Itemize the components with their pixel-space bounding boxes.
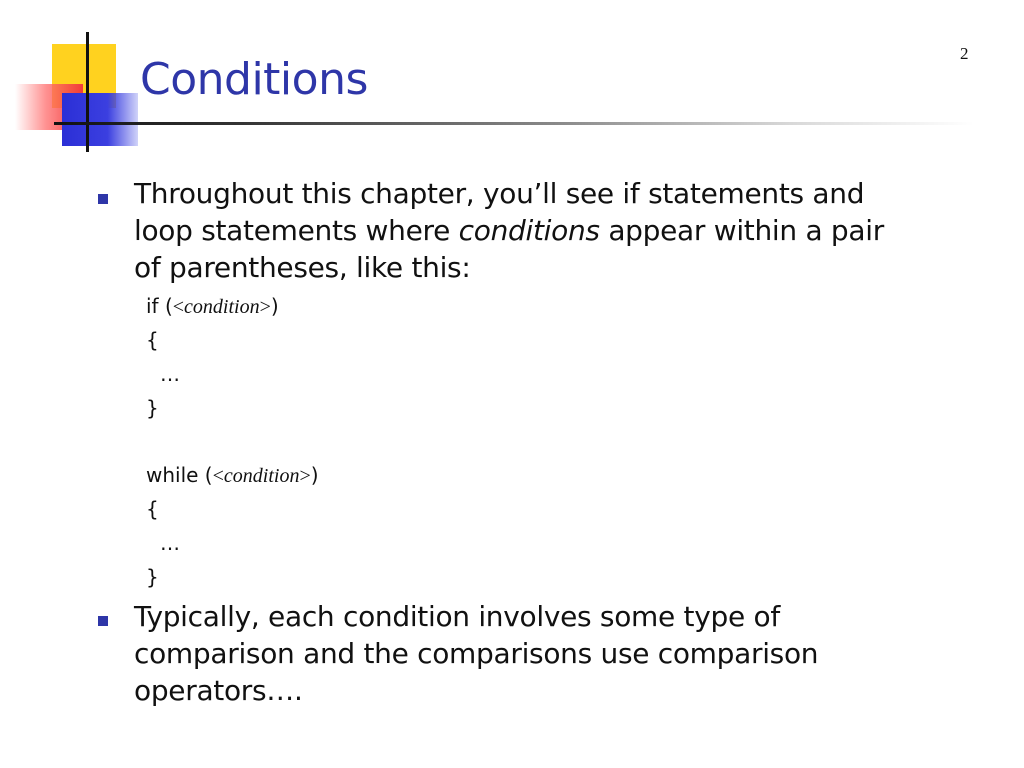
bullet-1-line-3: of parentheses, like this: [134,251,471,284]
code-if-keyword: if ( [146,294,173,318]
bullet-text-1 [134,175,884,286]
bullet-2-line-2: comparison and the comparisons use comparison [134,637,819,670]
code-condition: condition [223,465,300,487]
slide-title: Conditions [140,54,368,105]
bullet-1-emphasis: conditions [458,214,600,247]
bullet-1-line-2-start: loop statements where [134,214,459,247]
code-close-brace: } [146,565,159,589]
bullet-1-line-2-end: appear within a pair [599,214,884,247]
bullet-2-line-1: Typically, each condition involves some type of [134,600,780,633]
code-while-line [146,465,319,486]
bullet-marker [98,194,108,204]
code-gt: > [299,465,311,487]
bullet-1-line-2 [134,212,884,249]
code-ellipsis: … [160,362,180,386]
decor-blue-square [62,93,138,146]
code-ellipsis: … [160,531,180,555]
code-condition: condition [184,296,260,318]
code-lt: < [212,465,224,487]
bullet-1-line-1: Throughout this chapter, you’ll see if statements and [134,177,865,210]
code-if-line [146,296,279,317]
bullet-text-2 [134,598,818,709]
code-lt: < [172,296,185,318]
slide-number: 2 [960,44,969,63]
bullet-marker [98,616,108,626]
code-close-paren: ) [270,294,279,318]
code-open-brace: { [146,328,159,352]
bullet-2-line-3: operators…. [134,674,303,707]
title-underline [54,122,974,125]
decor-vertical-line [86,32,89,152]
code-while-keyword: while ( [146,463,213,487]
code-close-paren: ) [310,463,319,487]
code-open-brace: { [146,497,159,521]
code-close-brace: } [146,396,159,420]
code-gt: > [259,296,271,318]
